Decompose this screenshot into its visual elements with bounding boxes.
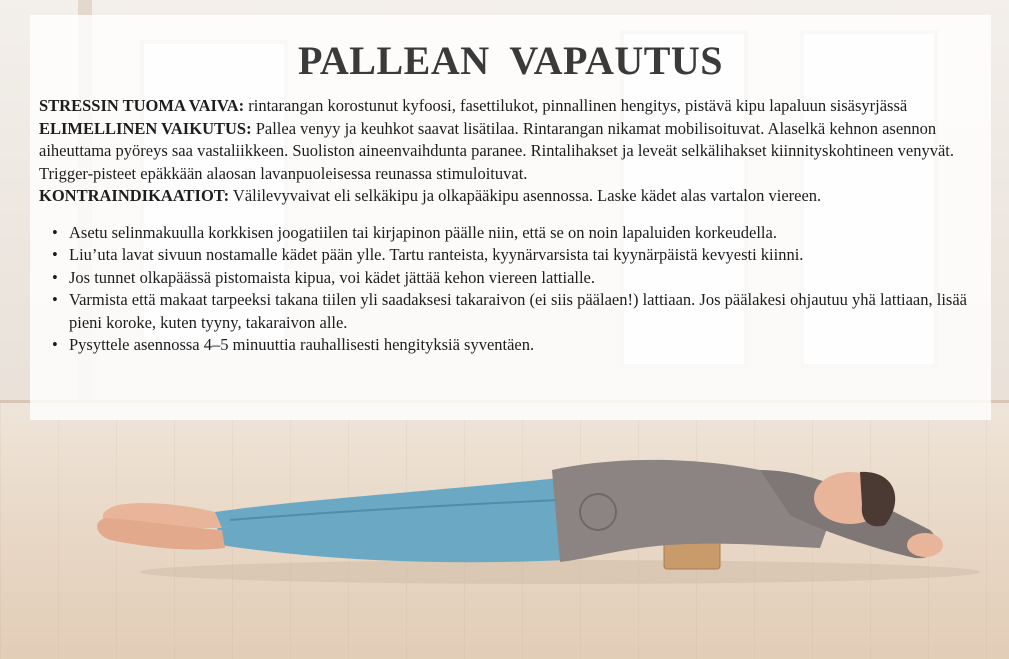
- page-title: PALLEAN VAPAUTUS: [297, 38, 724, 83]
- hands: [907, 533, 943, 557]
- section-text: Pallea venyy ja keuhkot saavat lisätilaa. Rintarangan nikamat mobilisoituvat. Alaselkä kehnon asennon aiheuttama pyöreys saa vastaliikkeen. Suoliston aineenvaihdunta paranee. Rintalihakset ja leveät selkälihakset kiinnityskohtineen venyvät. Trigger-pisteet epäkkään alaosan lavanpuoleisessa reunassa stimuloituvat.: [39, 118, 955, 183]
- section-contraindications: [39, 185, 984, 208]
- section-text: rintarangan korostunut kyfoosi, fasettilukot, pinnallinen hengitys, pistävä kipu lapaluun sisäsyrjässä: [244, 96, 908, 115]
- description: [39, 95, 984, 357]
- section-label: STRESSIN TUOMA VAIVA:: [39, 96, 245, 115]
- list-item: • Jos tunnet olkapäässä pistomaista kipua, voi kädet jättää kehon viereen lattialle.: [69, 267, 984, 290]
- section-label: ELIMELLINEN VAIKUTUS:: [39, 118, 252, 138]
- section-stress: [39, 95, 984, 118]
- info-panel: [30, 15, 991, 420]
- floor-shadow: [140, 560, 980, 584]
- leggings: [215, 478, 565, 562]
- instruction-list: [39, 222, 984, 357]
- list-item: • Asetu selinmakuulla korkkisen joogatiilen tai kirjapinon päälle niin, että se on noin lapaluiden korkeudella.: [69, 222, 984, 245]
- section-effect: [39, 118, 984, 186]
- list-item: • Varmista että makaat tarpeeksi takana tiilen yli saadaksesi takaraivon (ei siis päälaen!) lattiaan. Jos päälakesi ohjautuu yhä lattiaan, lisää pieni koroke, kuten tyyny, takaraivon alle.: [69, 289, 984, 334]
- section-label: KONTRAINDIKAATIOT:: [39, 186, 230, 205]
- list-item: • Pysyttele asennossa 4–5 minuuttia rauhallisesti hengityksiä syventäen.: [69, 334, 984, 357]
- section-text: Välilevyvaivat eli selkäkipu ja olkapääkipu asennossa. Laske kädet alas vartalon viereen.: [229, 186, 822, 205]
- list-item: • Liu’uta lavat sivuun nostamalle kädet pään ylle. Tartu ranteista, kyynärvarsista tai kyynärpäistä kevyesti kiinni.: [69, 244, 984, 267]
